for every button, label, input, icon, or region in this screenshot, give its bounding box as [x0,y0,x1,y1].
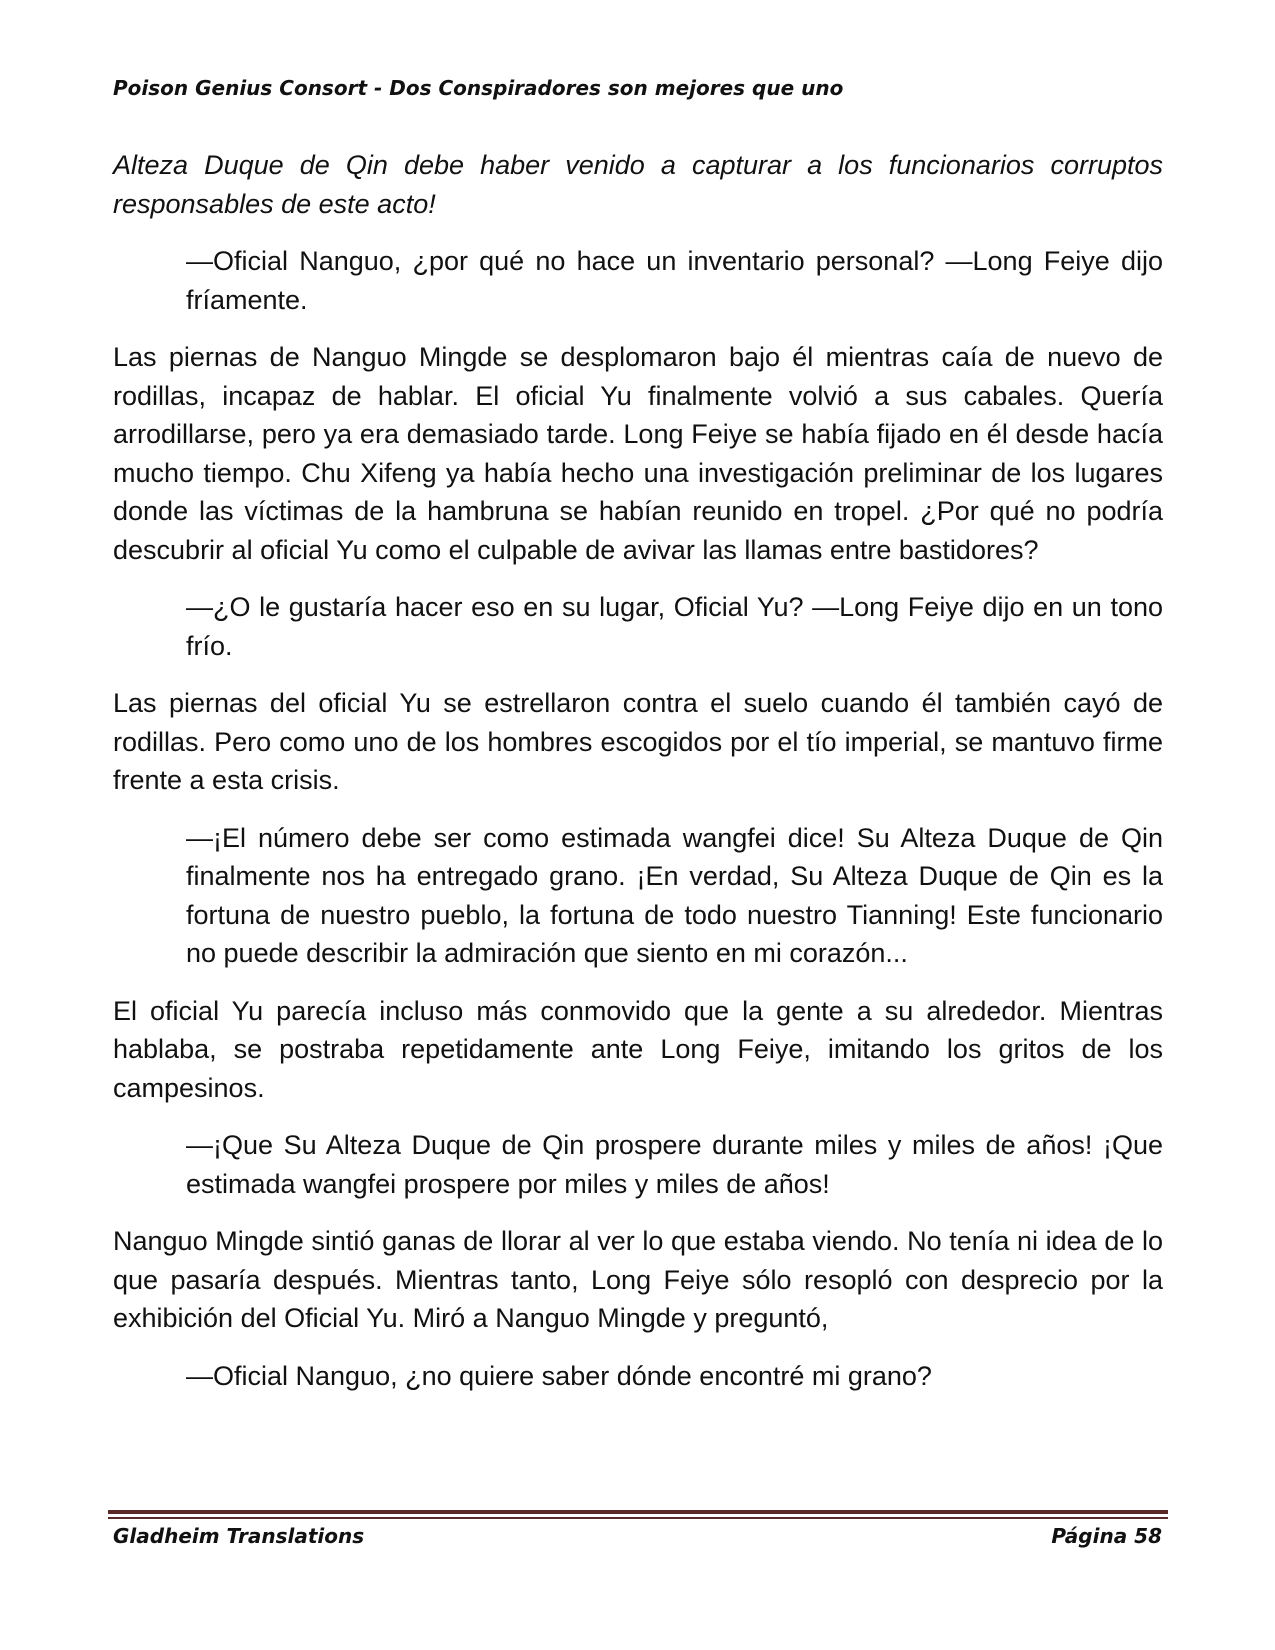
paragraph: Nanguo Mingde sintió ganas de llorar al ver lo que estaba viendo. No tenía ni idea de lo que pasaría después. Mientras tanto, Long Feiye sólo resopló con desprecio por la exhibición del Oficial Yu. Miró a Nanguo Mingde y preguntó, [113,1226,1163,1333]
paragraph: Las piernas del oficial Yu se estrellaron contra el suelo cuando él también cayó de rodillas. Pero como uno de los hombres escogidos por el tío imperial, se mantuvo firme frente a esta crisis. [113,688,1163,795]
dialogue-paragraph: —¿O le gustaría hacer eso en su lugar, Oficial Yu? —Long Feiye dijo en un tono frío. [186,592,1163,661]
dialogue-paragraph: —Oficial Nanguo, ¿por qué no hace un inventario personal? —Long Feiye dijo fríamente. [186,246,1163,315]
body-text [113,146,1163,1414]
dialogue-paragraph: —¡El número debe ser como estimada wangfei dice! Su Alteza Duque de Qin finalmente nos ha entregado grano. ¡En verdad, Su Alteza Duque de Qin es la fortuna de nuestro pueblo, la fortuna de todo nuestro Tianning! Este funcionario no puede describir la admiración que siento en mi corazón... [186,822,1163,968]
running-header: Poison Genius Consort - Dos Conspiradores son mejores que uno [113,76,844,100]
footer-rule-thin [108,1517,1168,1519]
dialogue-paragraph: —¡Que Su Alteza Duque de Qin prospere durante miles y miles de años! ¡Que estimada wangfei prospere por miles y miles de años! [186,1130,1163,1199]
paragraph: El oficial Yu parecía incluso más conmovido que la gente a su alrededor. Mientras hablaba, se postraba repetidamente ante Long Feiye, imitando los gritos de los campesinos. [113,995,1163,1103]
paragraph: Las piernas de Nanguo Mingde se desplomaron bajo él mientras caía de nuevo de rodillas, incapaz de hablar. El oficial Yu finalmente volvió a sus cabales. Quería arrodillarse, pero ya era demasiado tarde. Long Feiye se había fijado en él desde hacía mucho tiempo. Chu Xifeng ya había hecho una investigación preliminar de los lugares donde las víctimas de la hambruna se habían reunido en tropel. ¿Por qué no podría descubrir al oficial Yu como el culpable de avivar las llamas entre bastidores? [113,342,1163,565]
dialogue-paragraph: —Oficial Nanguo, ¿no quiere saber dónde encontré mi grano? [186,1360,932,1391]
paragraph: Alteza Duque de Qin debe haber venido a capturar a los funcionarios corruptos responsables de este acto! [113,150,1163,219]
footer-page-number: Página 58 [1051,1524,1162,1548]
footer-publisher: Gladheim Translations [113,1524,365,1548]
footer-rule-thick [108,1510,1168,1514]
